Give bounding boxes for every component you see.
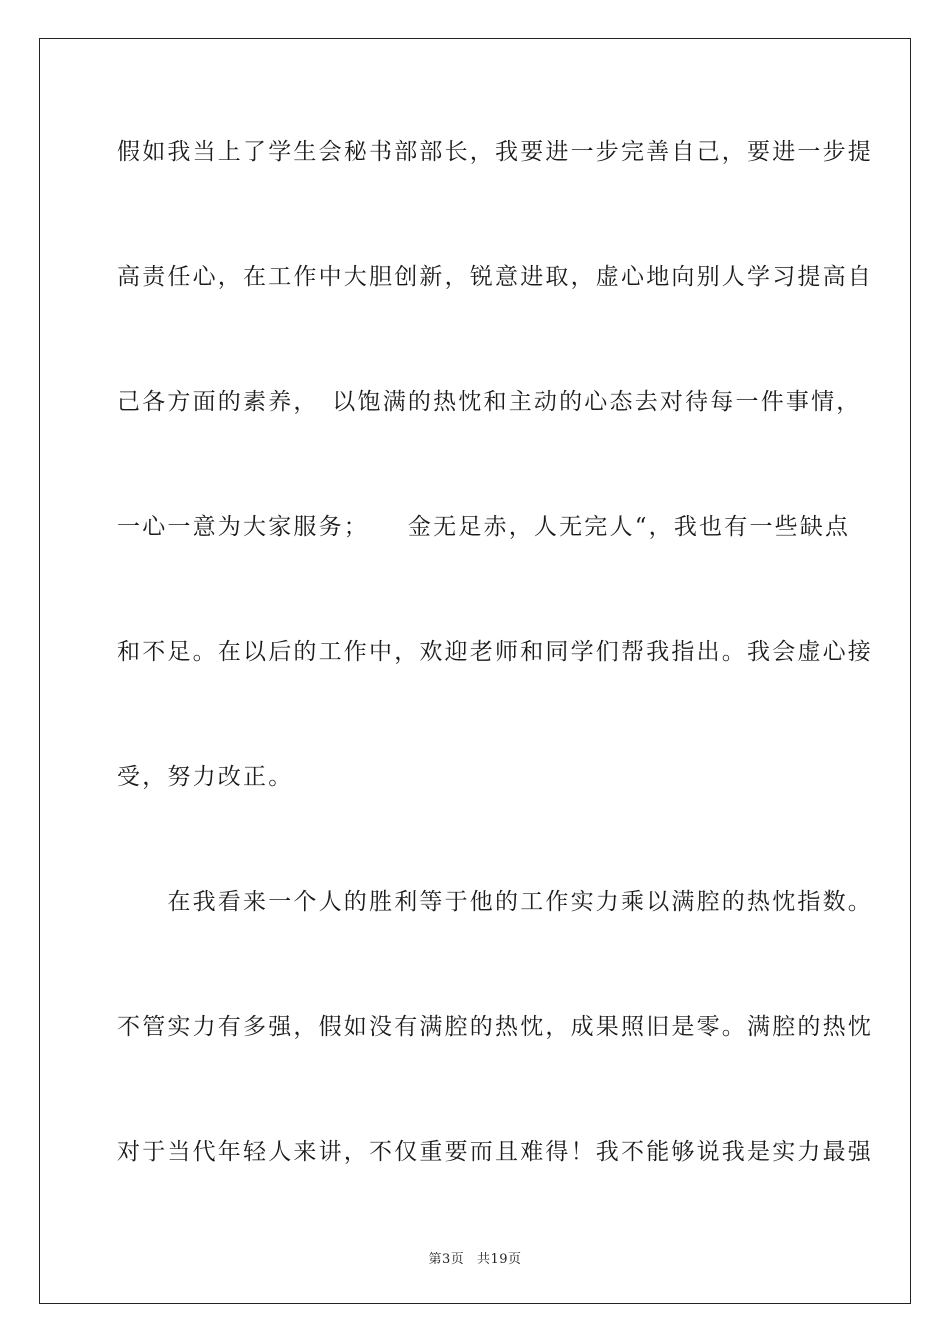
page-footer bbox=[0, 1248, 950, 1267]
text-line-2: 高责任心，在工作中大胆创新，锐意进取，虚心地向别人学习提高自 bbox=[117, 264, 873, 290]
text-line-4: 一心一意为大家服务； 金无足赤，人无完人“，我也有一些缺点 bbox=[117, 514, 851, 540]
page-number: 第3页 bbox=[428, 1252, 465, 1267]
page-border bbox=[39, 38, 911, 1304]
page-total: 共19页 bbox=[476, 1252, 522, 1267]
text-line-6: 受，努力改正。 bbox=[117, 764, 294, 790]
text-line-1: 假如我当上了学生会秘书部部长，我要进一步完善自己，要进一步提 bbox=[117, 139, 873, 165]
text-line-5: 和不足。在以后的工作中，欢迎老师和同学们帮我指出。我会虚心接 bbox=[117, 639, 873, 665]
text-line-3: 己各方面的素养， 以饱满的热忱和主动的心态去对待每一件事情， bbox=[117, 389, 862, 415]
text-line-8: 不管实力有多强，假如没有满腔的热忱，成果照旧是零。满腔的热忱 bbox=[117, 1014, 873, 1040]
text-line-9: 对于当代年轻人来讲，不仅重要而且难得！我不能够说我是实力最强 bbox=[117, 1139, 873, 1165]
text-line-7: 在我看来一个人的胜利等于他的工作实力乘以满腔的热忱指数。 bbox=[117, 889, 873, 915]
